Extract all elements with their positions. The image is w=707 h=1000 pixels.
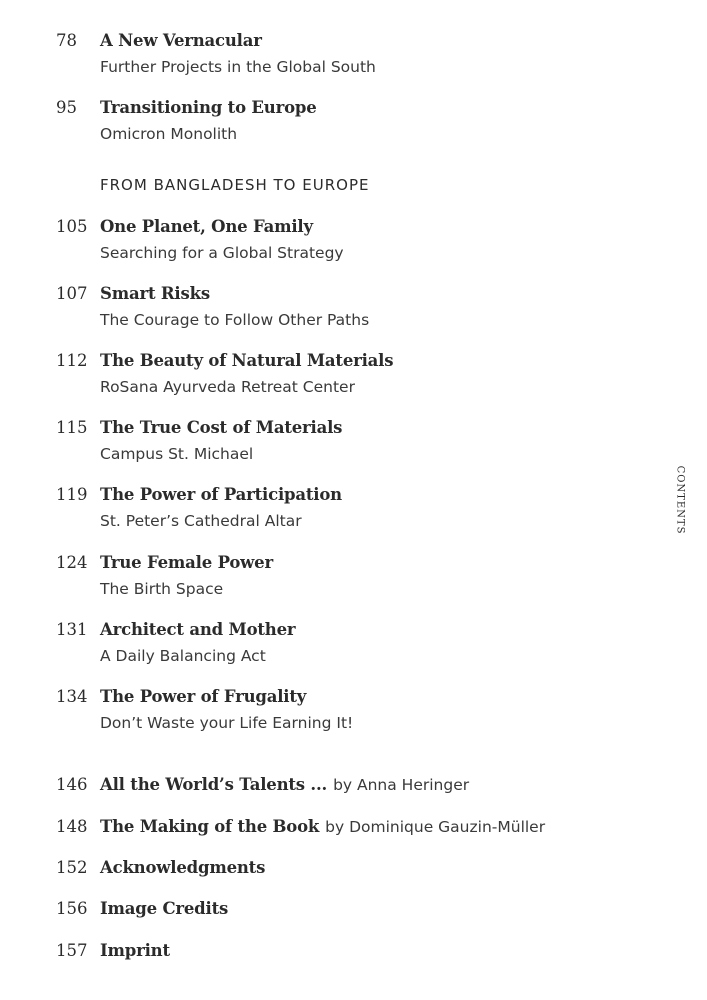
- toc-entry-subtitle: A Daily Balancing Act: [100, 647, 266, 665]
- toc-entry-title[interactable]: The Power of Frugality: [100, 687, 307, 706]
- toc-entry-subtitle: Further Projects in the Global South: [100, 58, 376, 76]
- toc-entry-title[interactable]: Imprint: [100, 941, 170, 960]
- toc-entry-title-text: All the World’s Talents ...: [100, 775, 328, 794]
- toc-page-number: 105: [56, 217, 88, 236]
- toc-entry-title[interactable]: One Planet, One Family: [100, 217, 313, 236]
- toc-page-number: 131: [56, 620, 88, 639]
- toc-entry-byline: by Anna Heringer: [333, 776, 470, 794]
- toc-entry-title[interactable]: Image Credits: [100, 899, 229, 918]
- toc-entry-title[interactable]: The True Cost of Materials: [100, 418, 343, 437]
- toc-entry-subtitle: The Courage to Follow Other Paths: [100, 311, 370, 329]
- toc-page-number: 148: [56, 817, 88, 836]
- running-head: CONTENTS: [674, 465, 686, 535]
- toc-entry-subtitle: The Birth Space: [100, 580, 224, 598]
- toc-entry-title[interactable]: The Power of Participation: [100, 485, 342, 504]
- toc-entry-subtitle: St. Peter’s Cathedral Altar: [100, 512, 302, 530]
- toc-entry-title[interactable]: [100, 817, 545, 837]
- toc-entry-subtitle: Omicron Monolith: [100, 125, 238, 143]
- toc-page-number: 146: [56, 775, 88, 794]
- toc-entry-title[interactable]: True Female Power: [100, 553, 273, 572]
- toc-page-number: 95: [56, 98, 77, 117]
- toc-page-number: 78: [56, 31, 77, 50]
- section-heading: FROM BANGLADESH TO EUROPE: [100, 176, 370, 194]
- toc-entry-title-text: The Making of the Book: [100, 817, 320, 836]
- toc-page-number: 115: [56, 418, 88, 437]
- toc-entry-subtitle: Searching for a Global Strategy: [100, 244, 344, 262]
- toc-page-number: 112: [56, 351, 88, 370]
- toc-page-number: 152: [56, 858, 88, 877]
- toc-entry-subtitle: RoSana Ayurveda Retreat Center: [100, 378, 355, 396]
- toc-entry-title[interactable]: A New Vernacular: [100, 31, 262, 50]
- toc-page-number: 134: [56, 687, 88, 706]
- toc-entry-byline: by Dominique Gauzin-Müller: [325, 818, 546, 836]
- toc-entry-title[interactable]: Smart Risks: [100, 284, 210, 303]
- toc-page-number: 157: [56, 941, 88, 960]
- toc-page-number: 124: [56, 553, 88, 572]
- toc-page-number: 119: [56, 485, 88, 504]
- toc-entry-title[interactable]: Transitioning to Europe: [100, 98, 317, 117]
- toc-entry-title[interactable]: The Beauty of Natural Materials: [100, 351, 394, 370]
- toc-entry-title[interactable]: Acknowledgments: [100, 858, 266, 877]
- toc-entry-title[interactable]: Architect and Mother: [100, 620, 296, 639]
- toc-page-number: 156: [56, 899, 88, 918]
- toc-entry-subtitle: Campus St. Michael: [100, 445, 254, 463]
- toc-entry-subtitle: Don’t Waste your Life Earning It!: [100, 714, 354, 732]
- toc-entry-title[interactable]: [100, 775, 469, 795]
- toc-page-number: 107: [56, 284, 88, 303]
